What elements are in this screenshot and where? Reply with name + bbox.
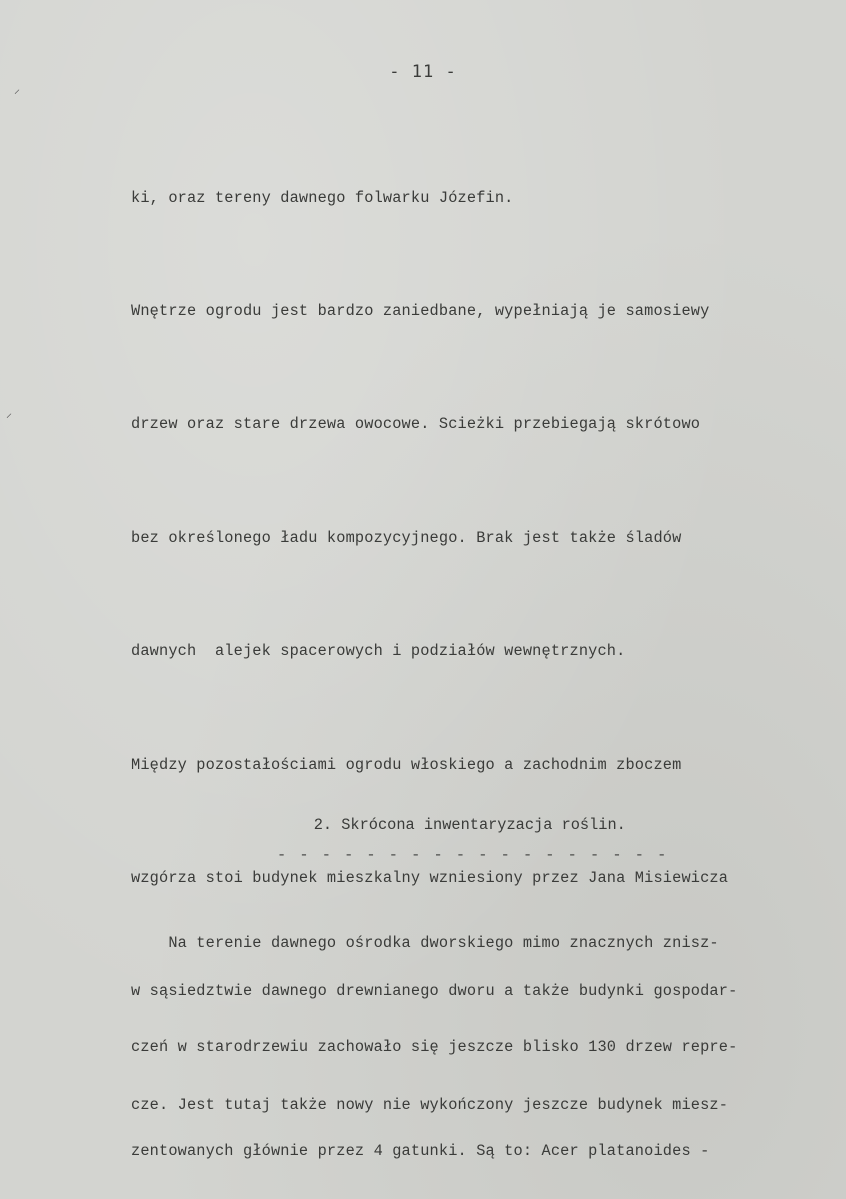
- text-line: zentowanych głównie przez 4 gatunki. Są to: Acer platanoides -: [131, 1141, 710, 1160]
- text-line: drzew oraz stare drzewa owocowe. Scieżki przebiegają skrótowo: [131, 415, 701, 434]
- text-line: Na terenie dawnego ośrodka dworskiego mimo znacznych znisz-: [131, 934, 719, 953]
- page-number: - 11 -: [389, 62, 457, 82]
- paragraph-2: [131, 857, 846, 1199]
- margin-mark-icon: ⸝: [6, 406, 13, 420]
- text-line: Wnętrze ogrodu jest bardzo zaniedbane, wypełniają je samosiewy: [131, 301, 710, 320]
- text-line: ki, oraz tereny dawnego folwarku Józefin.: [131, 188, 514, 207]
- text-line: wzgórza stoi budynek mieszkalny wzniesiony przez Jana Misiewicza: [131, 868, 729, 887]
- text-line: w sąsiedztwie dawnego drewnianego dworu a także budynki gospodar-: [131, 982, 738, 1001]
- section-heading: 2. Skrócona inwentaryzacja roślin.: [313, 816, 626, 834]
- text-line: cze. Jest tutaj także nowy nie wykończony jeszcze budynek miesz-: [131, 1095, 729, 1114]
- text-line: bez określonego ładu kompozycyjnego. Brak jest także śladów: [131, 528, 682, 547]
- text-line: Między pozostałościami ogrodu włoskiego a zachodnim zboczem: [131, 755, 682, 774]
- text-line: dawnych alejek spacerowych i podziałów wewnętrznych.: [131, 642, 626, 661]
- text-line: czeń w starodrzewiu zachowało się jeszcze blisko 130 drzew repre-: [131, 1037, 738, 1056]
- section-underline: - - - - - - - - - - - - - - - - - -: [277, 846, 669, 864]
- margin-mark-icon: ⸝: [14, 82, 21, 96]
